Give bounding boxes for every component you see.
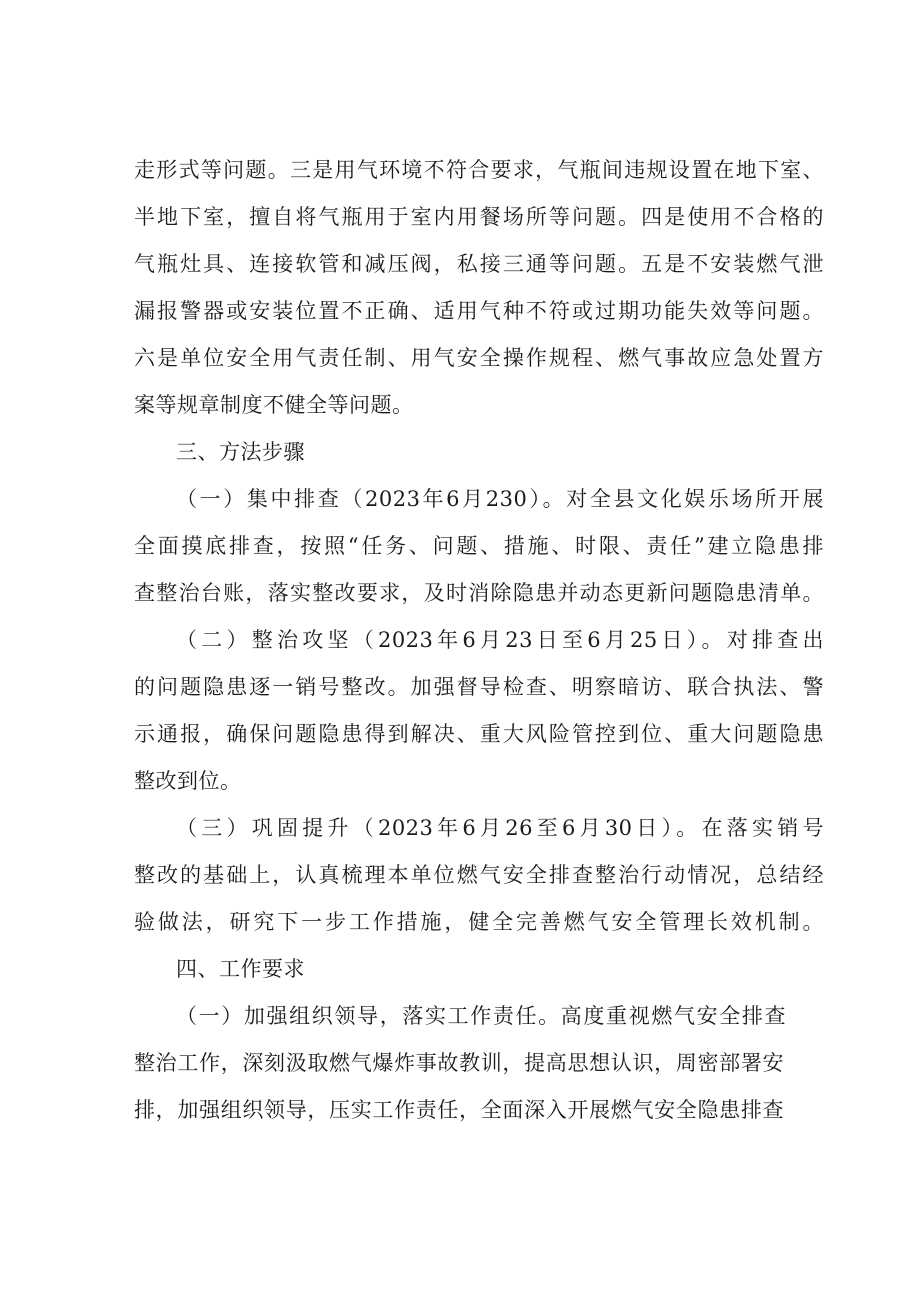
text-line: 六是单位安全用气责任制、用气安全操作规程、燃气事故应急处置方 xyxy=(134,346,824,370)
section-heading: 三、方法步骤 xyxy=(176,440,305,464)
text-line: 半地下室，擅自将气瓶用于室内用餐场所等问题。四是使用不合格的 xyxy=(134,205,824,229)
paragraph-first-line: （一）加强组织领导，落实工作责任。高度重视燃气安全排查 xyxy=(176,1004,786,1028)
text-line: 整治工作，深刻汲取燃气爆炸事故教训，提高思想认识，周密部署安 xyxy=(134,1051,784,1075)
text-line: 排，加强组织领导，压实工作责任，全面深入开展燃气安全隐患排查 xyxy=(134,1098,784,1122)
text-line: 漏报警器或安装位置不正确、适用气种不符或过期功能失效等问题。 xyxy=(134,299,824,323)
text-line: 查整治台账，落实整改要求，及时消除隐患并动态更新问题隐患清单。 xyxy=(134,581,824,605)
text-line: 整改到位。 xyxy=(134,769,242,793)
paragraph-first-line: （二）整治攻坚（2023年6月23日至6月25日）。对排查出 xyxy=(176,628,824,652)
text-line: 走形式等问题。三是用气环境不符合要求，气瓶间违规设置在地下室、 xyxy=(134,158,824,182)
text-line: 验做法，研究下一步工作措施，健全完善燃气安全管理长效机制。 xyxy=(134,910,824,934)
section-heading: 四、工作要求 xyxy=(176,957,305,981)
paragraph-first-line: （三）巩固提升（2023年6月26至6月30日）。在落实销号 xyxy=(176,816,824,840)
text-line: 气瓶灶具、连接软管和减压阀，私接三通等问题。五是不安装燃气泄 xyxy=(134,252,824,276)
text-line: 示通报，确保问题隐患得到解决、重大风险管控到位、重大问题隐患 xyxy=(134,722,824,746)
text-line: 案等规章制度不健全等问题。 xyxy=(134,393,414,417)
text-line: 整改的基础上，认真梳理本单位燃气安全排查整治行动情况，总结经 xyxy=(134,863,824,887)
text-line: 全面摸底排查，按照“任务、问题、措施、时限、责任”建立隐患排 xyxy=(134,534,824,558)
paragraph-first-line: （一）集中排查（2023年6月230）。对全县文化娱乐场所开展 xyxy=(176,487,824,511)
text-line: 的问题隐患逐一销号整改。加强督导检查、明察暗访、联合执法、警 xyxy=(134,675,824,699)
